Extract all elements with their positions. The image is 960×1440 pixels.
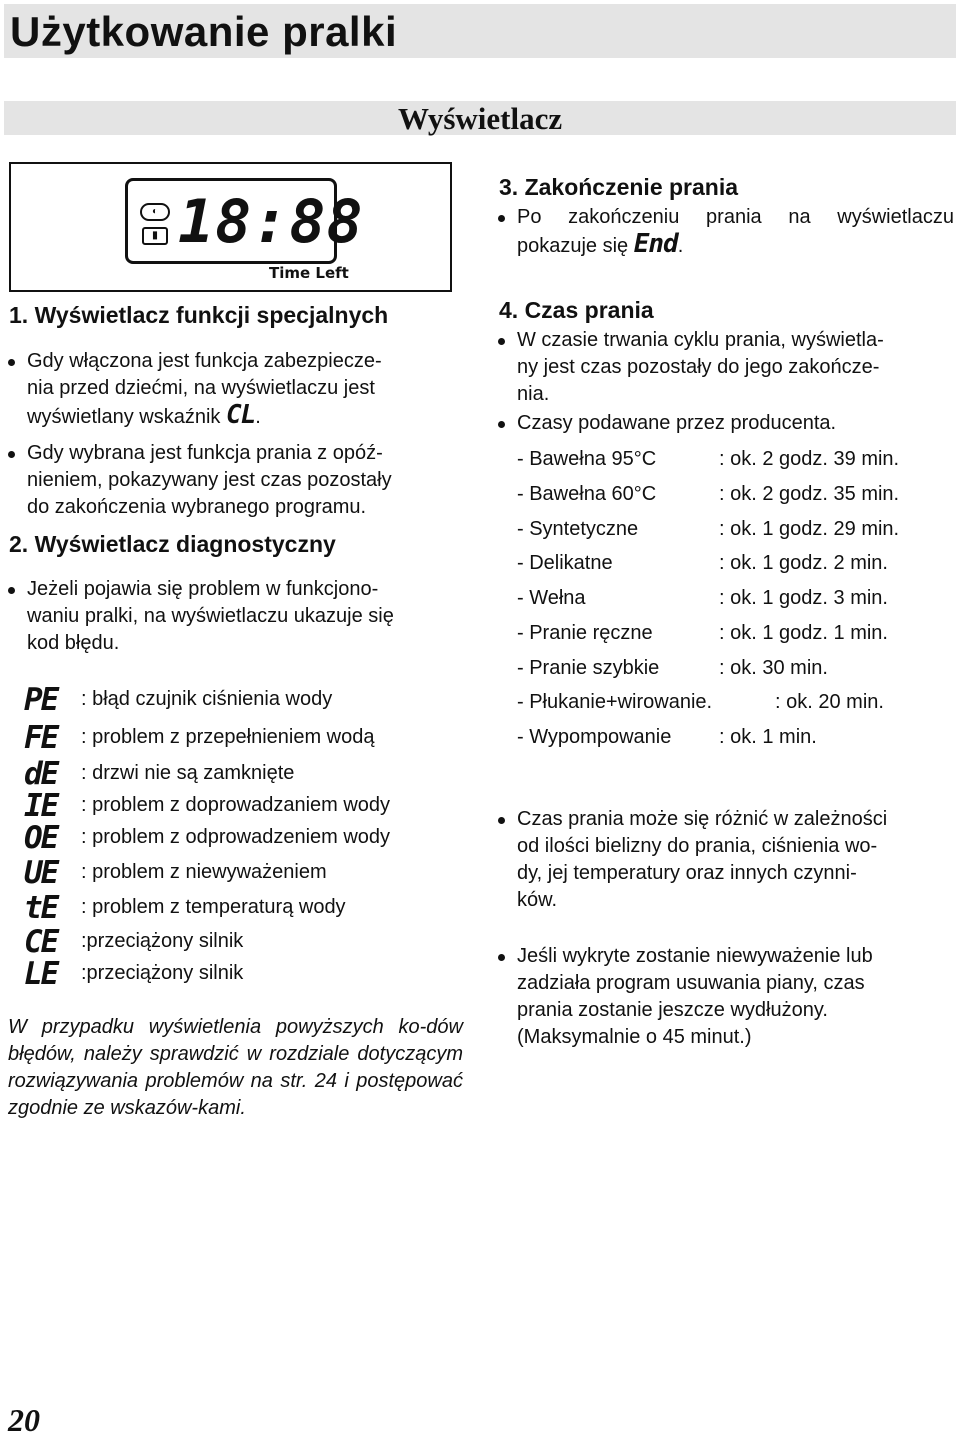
text-line: do zakończenia wybranego programu. [27, 496, 367, 518]
text-line: Czasy podawane przez producenta. [517, 412, 837, 434]
program-name: - Pranie ręczne [517, 622, 653, 644]
bullet-time-varies [517, 806, 954, 914]
error-description: : błąd czujnik ciśnienia wody [81, 688, 333, 710]
program-name: - Płukanie+wirowanie. [517, 691, 713, 713]
program-duration: : ok. 2 godz. 39 min. [719, 448, 900, 470]
error-description: : problem z niewyważeniem [81, 861, 327, 883]
text-line: ny jest czas pozostały do jego zakończe- [517, 356, 880, 378]
text-line: ków. [517, 889, 558, 911]
lcd-screen [125, 178, 364, 264]
display-panel-illustration [9, 162, 452, 292]
program-duration: : ok. 1 min. [719, 726, 817, 748]
text-line: nieniem, pokazywany jest czas pozostały [27, 469, 392, 491]
error-code: FE [24, 720, 58, 756]
text-line: dy, jej temperatury oraz innych czynni- [517, 862, 857, 884]
error-code: tE [24, 890, 58, 926]
text-line: Czas prania może się różnić w zależności [517, 808, 888, 830]
bullet-manufacturer-times [517, 410, 954, 437]
program-name: - Syntetyczne [517, 518, 639, 540]
text-line: wyświetlany wskaźnik CL. [27, 400, 261, 430]
bullet-end [517, 204, 954, 260]
program-duration: : ok. 1 godz. 29 min. [719, 518, 900, 540]
error-description: :przeciążony silnik [81, 962, 244, 984]
error-description: :przeciążony silnik [81, 930, 244, 952]
bullet-child-lock [27, 348, 467, 431]
program-duration: : ok. 20 min. [775, 691, 884, 713]
error-description: : problem z doprowadzaniem wody [81, 794, 391, 816]
error-code: PE [24, 682, 58, 718]
program-duration: : ok. 30 min. [719, 657, 828, 679]
program-name: - Wypompowanie [517, 726, 672, 748]
text-span: pokazuje się [517, 235, 629, 257]
error-code: CE [24, 924, 58, 960]
text-span: wyświetlany wskaźnik [27, 406, 221, 428]
text-line: od ilości bielizny do prania, ciśnienia wo- [517, 835, 878, 857]
program-duration: : ok. 1 godz. 1 min. [719, 622, 888, 644]
section-3-title: 3. Zakończenie prania [499, 174, 739, 200]
program-name: - Bawełna 60°C [517, 483, 657, 505]
section-bar [4, 101, 956, 135]
time-left-label: Time Left [269, 264, 349, 282]
page-title: Użytkowanie pralki [10, 8, 398, 55]
text-line: pokazuje się End. [517, 229, 684, 259]
program-name: - Bawełna 95°C [517, 448, 657, 470]
text-line: waniu pralki, na wyświetlaczu ukazuje się [27, 605, 394, 627]
header-bar [4, 4, 956, 58]
error-description: : drzwi nie są zamknięte [81, 762, 295, 784]
bullet-error-code [27, 576, 467, 657]
error-code: dE [24, 756, 58, 792]
text-line: nia przed dziećmi, na wyświetlaczu jest [27, 377, 375, 399]
child-lock-icon: ◐ [140, 203, 170, 221]
error-code: UE [24, 855, 58, 891]
program-duration: : ok. 2 godz. 35 min. [719, 483, 900, 505]
section-1-title: 1. Wyświetlacz funkcji specjalnych [9, 302, 389, 328]
bullet-cycle-time [517, 327, 954, 408]
page-number: 20 [8, 1402, 40, 1438]
lcd-digits: 18:88 [178, 187, 364, 257]
bullet-delay [27, 440, 467, 521]
text-line: Gdy wybrana jest funkcja prania z opóź- [27, 442, 383, 464]
text-line: nia. [517, 383, 550, 405]
error-code: LE [24, 956, 58, 992]
section-2-title: 2. Wyświetlacz diagnostyczny [9, 531, 336, 557]
program-name: - Wełna [517, 587, 586, 609]
program-duration: : ok. 1 godz. 2 min. [719, 552, 888, 574]
text-line: W czasie trwania cyklu prania, wyświetla- [517, 329, 884, 351]
text-line: (Maksymalnie o 45 minut.) [517, 1026, 752, 1048]
text-line: zadziała program usuwania piany, czas [517, 972, 865, 994]
program-duration: : ok. 1 godz. 3 min. [719, 587, 888, 609]
section-4-title: 4. Czas prania [499, 297, 654, 323]
text-line: prania zostanie jeszcze wydłużony. [517, 999, 828, 1021]
text-line: Po zakończeniu prania na wyświetlaczu [517, 206, 954, 228]
text-line: Jeśli wykryte zostanie niewyważenie lub [517, 945, 873, 967]
program-name: - Delikatne [517, 552, 613, 574]
error-description: : problem z przepełnieniem wodą [81, 726, 375, 748]
error-description: : problem z temperaturą wody [81, 896, 346, 918]
program-name: - Pranie szybkie [517, 657, 660, 679]
text-line: Jeżeli pojawia się problem w funkcjono- [27, 578, 379, 600]
error-description: : problem z odprowadzeniem wody [81, 826, 391, 848]
error-code: OE [24, 820, 58, 856]
section-title: Wyświetlacz [398, 101, 563, 136]
error-code: IE [24, 788, 58, 824]
code-end: End [633, 229, 678, 259]
text-line: Gdy włączona jest funkcja zabezpiecze- [27, 350, 382, 372]
code-cl: CL [225, 400, 256, 430]
error-note: W przypadku wyświetlenia powyższych ko-dów błędów, należy sprawdzić w rozdziale dotyczącym rozwiązywania problemów na str. 24 i postępować zgodnie ze wskazów-kami. [8, 1016, 463, 1119]
bullet-unbalance [517, 943, 954, 1051]
delay-icon: ▮ [142, 227, 168, 245]
text-line: kod błędu. [27, 632, 120, 654]
